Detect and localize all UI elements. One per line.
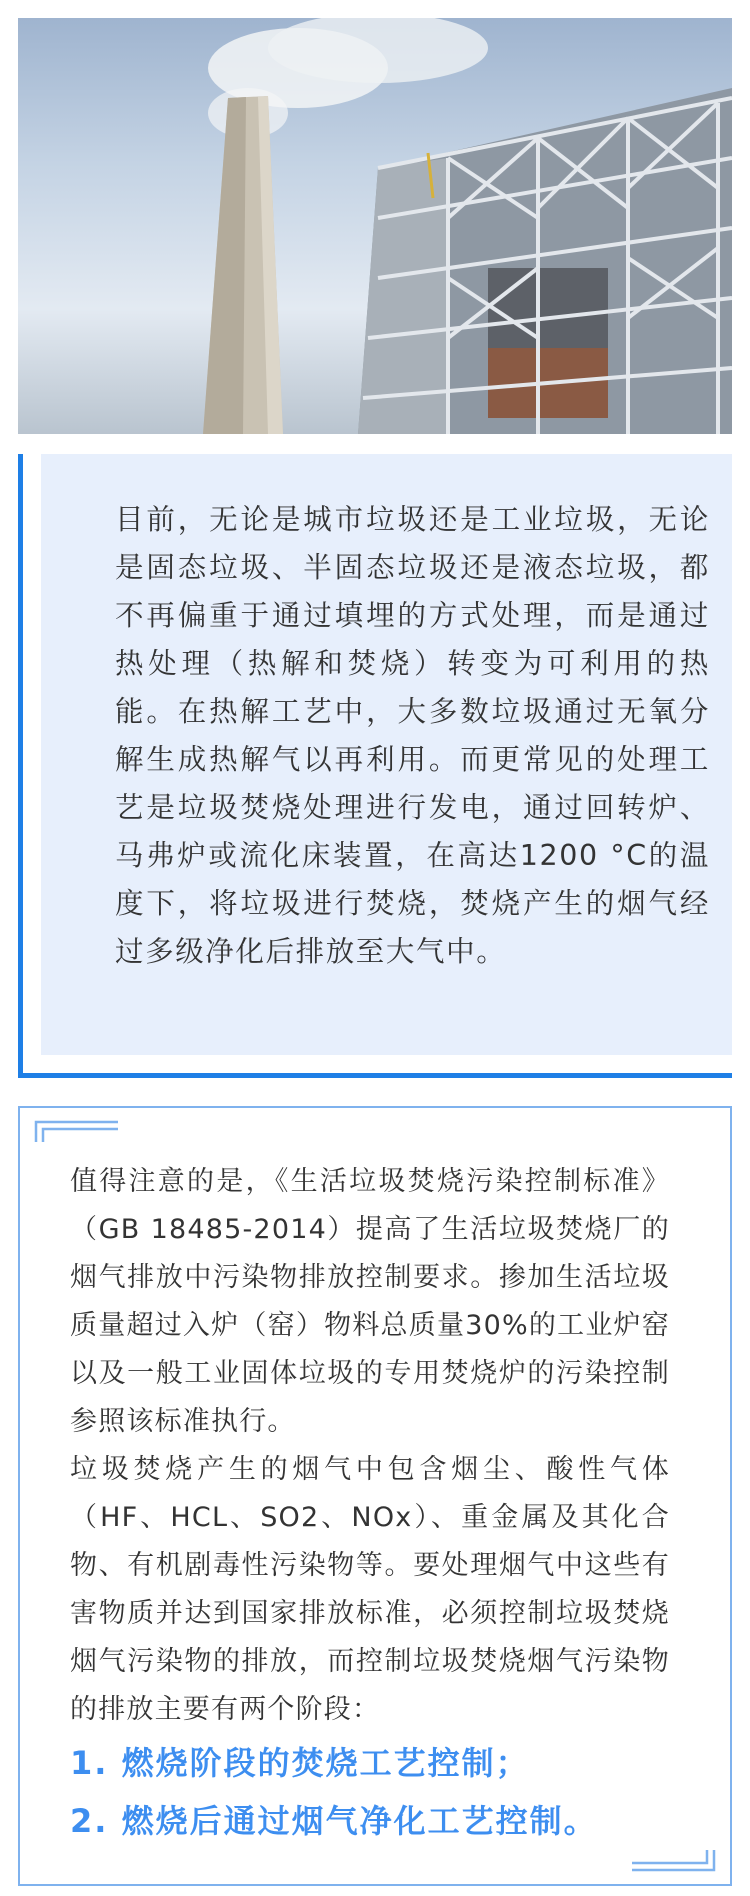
stage-1-item: 1. 燃烧阶段的焚烧工艺控制；	[70, 1744, 530, 1782]
stage-2-item: 2. 燃烧后通过烟气净化工艺控制。	[70, 1802, 598, 1840]
standard-panel	[18, 1106, 732, 1886]
standard-paragraph-1: 值得注意的是，《生活垃圾焚烧污染控制标准》（GB 18485-2014）提高了生活垃圾焚烧厂的烟气排放中污染物排放控制要求。掺加生活垃圾质量超过入炉（窑）物料总质量30%的工业炉窑以及一般工业固体垃圾的专用焚烧炉的污染控制参照该标准执行。	[70, 1166, 670, 1437]
corner-top-left-icon	[34, 1120, 118, 1142]
standard-paragraph-2: 垃圾焚烧产生的烟气中包含烟尘、酸性气体（HF、HCL、SO2、NOx）、重金属及其化合物、有机剧毒性污染物等。要处理烟气中这些有害物质并达到国家排放标准，必须控制垃圾焚烧烟气污染物的排放，而控制垃圾焚烧烟气污染物的排放主要有两个阶段：	[70, 1454, 670, 1725]
standard-text	[70, 1158, 670, 1850]
incinerator-plant-photo	[18, 18, 732, 434]
corner-bottom-right-icon	[632, 1850, 716, 1872]
intro-text: 目前，无论是城市垃圾还是工业垃圾，无论是固态垃圾、半固态垃圾还是液态垃圾，都不再偏重于通过填埋的方式处理，而是通过热处理（热解和焚烧）转变为可利用的热能。在热解工艺中，大多数垃圾通过无氧分解生成热解气以再利用。而更常见的处理工艺是垃圾焚烧处理进行发电，通过回转炉、马弗炉或流化床装置，在高达1200 °C的温度下，将垃圾进行焚烧，焚烧产生的烟气经过多级净化后排放至大气中。	[115, 503, 710, 968]
intro-panel	[18, 454, 732, 1078]
